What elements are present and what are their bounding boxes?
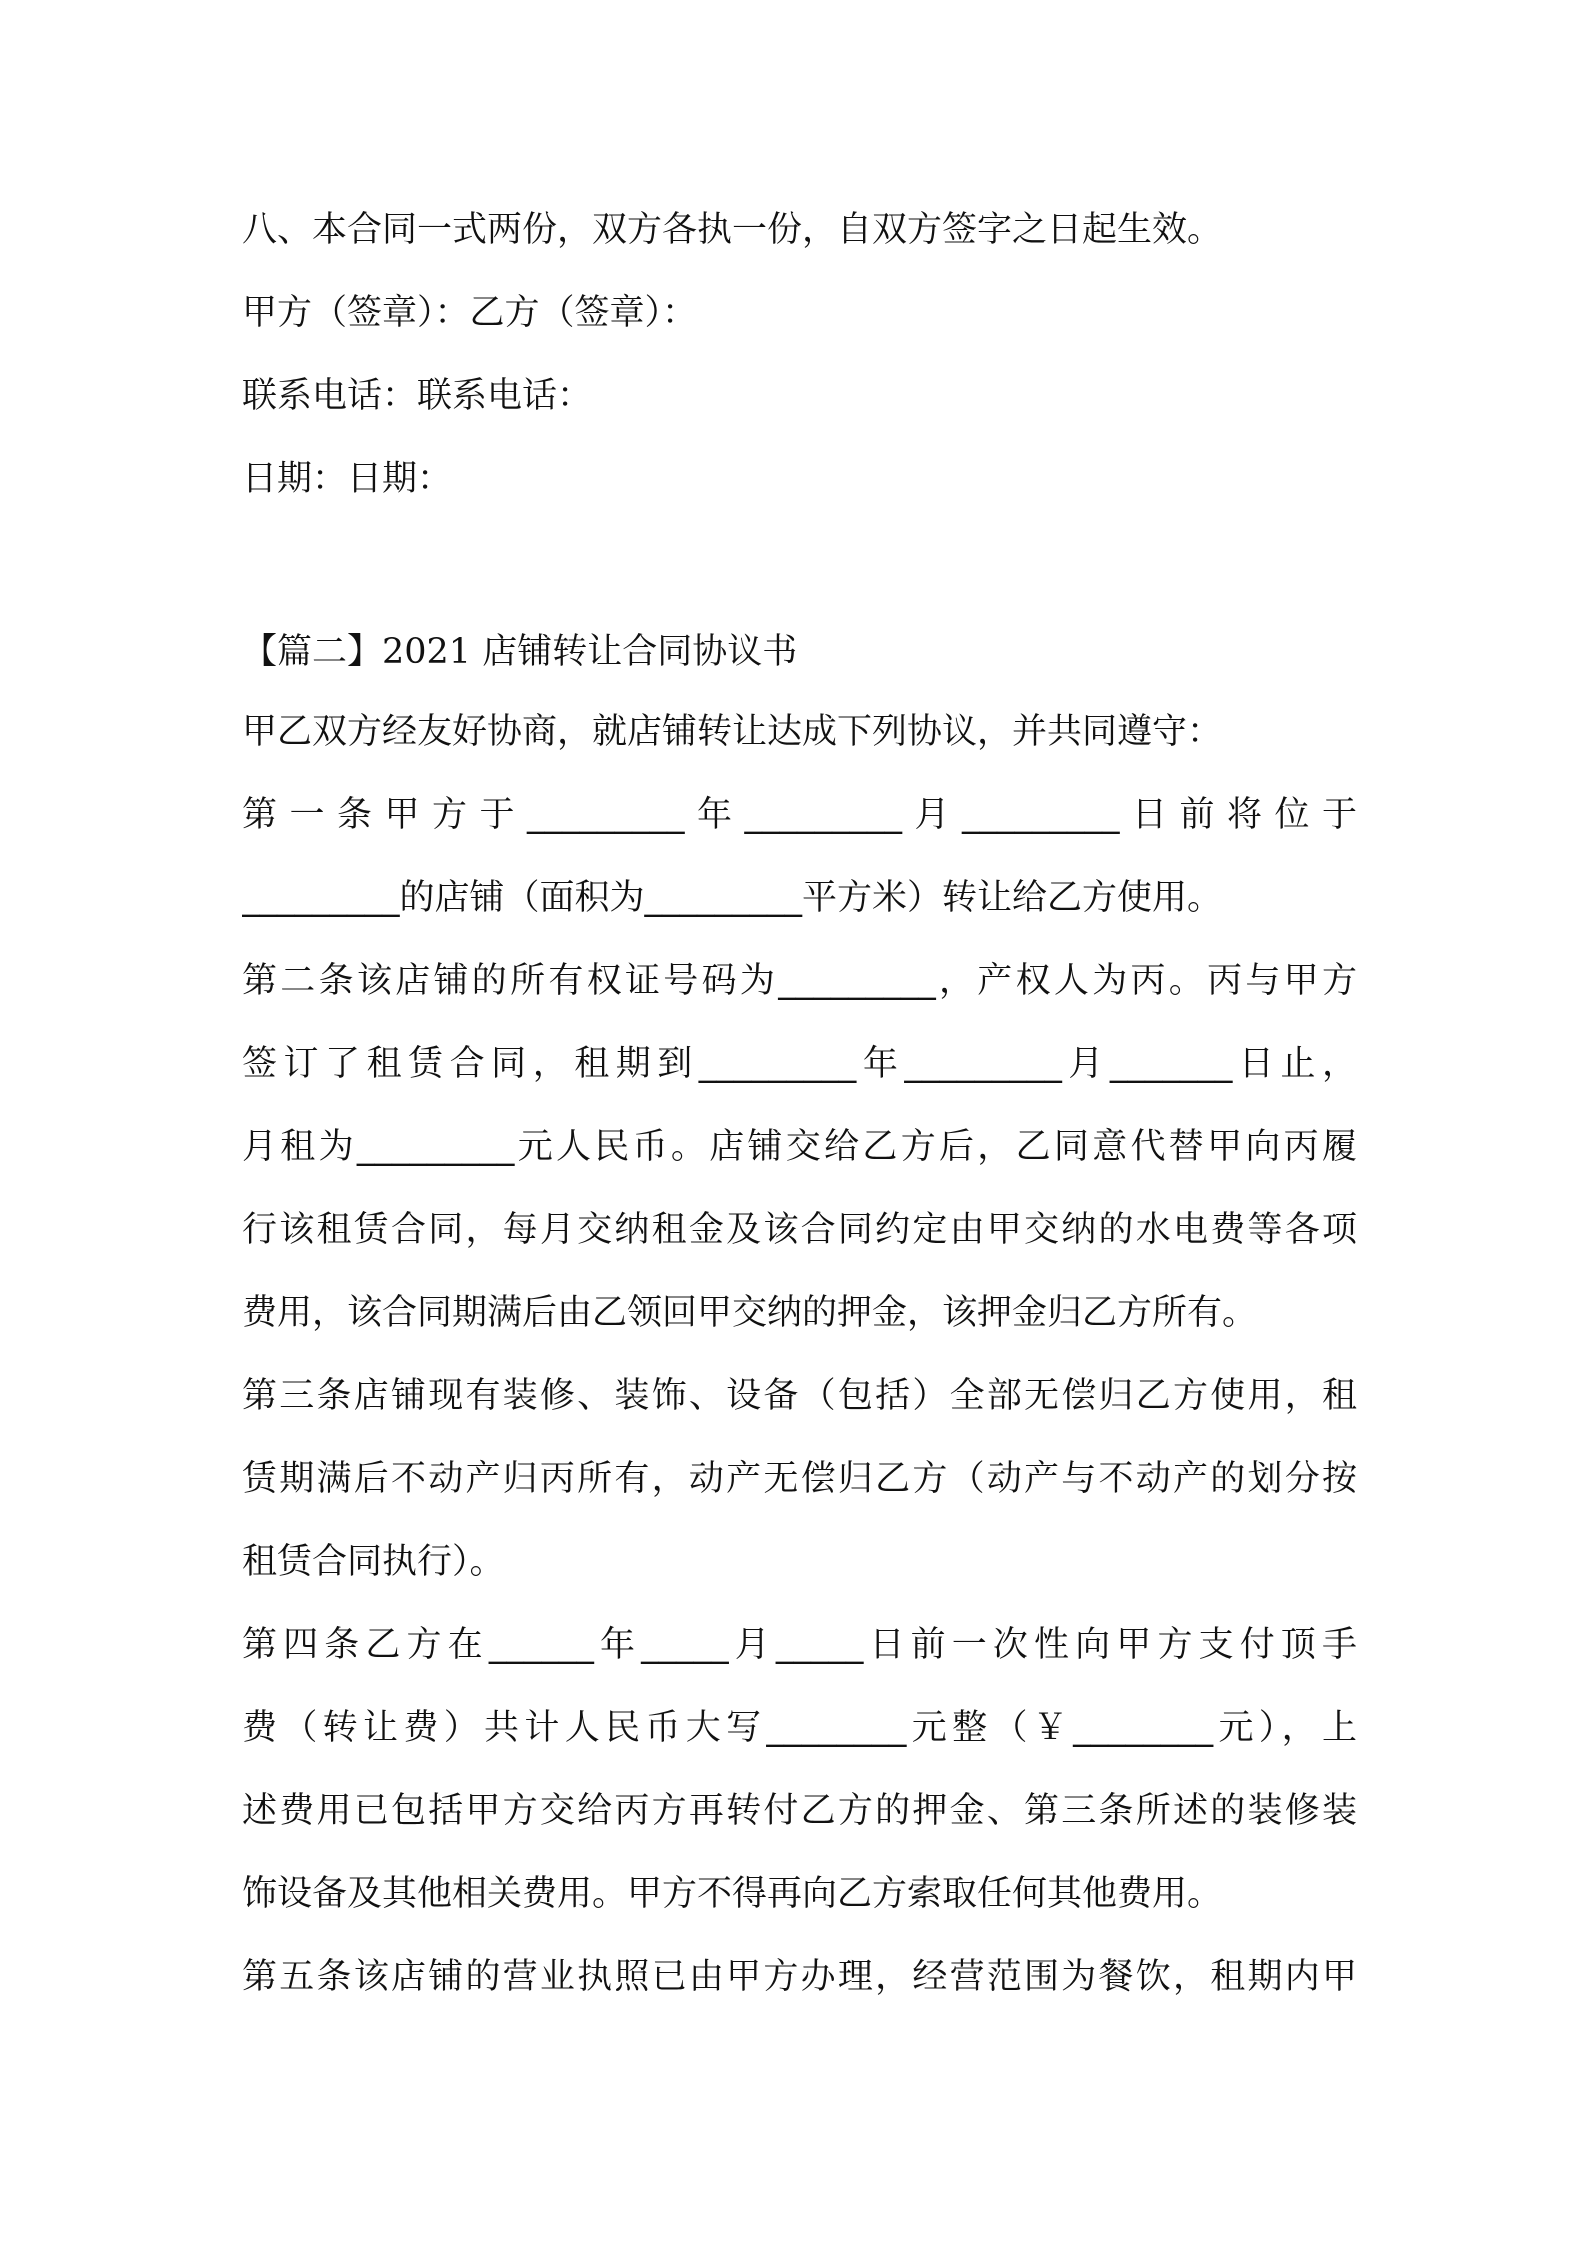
paragraph-line: 甲乙双方经友好协商，就店铺转让达成下列协议，并共同遵守： xyxy=(242,712,1223,752)
paragraph-line: 第三条店铺现有装修、装饰、设备（包括）全部无偿归乙方使用，租 xyxy=(242,1376,1357,1416)
paragraph-line: 月租为_________元人民币。店铺交给乙方后，乙同意代替甲向丙履 xyxy=(242,1127,1357,1167)
paragraph-line: 第四条乙方在______年_____月_____日前一次性向甲方支付顶手 xyxy=(242,1625,1357,1665)
section-heading: 【篇二】2021 店铺转让合同协议书 xyxy=(242,632,798,672)
date-line: 日期：日期： xyxy=(242,459,453,499)
paragraph-line: 赁期满后不动产归丙所有，动产无偿归乙方（动产与不动产的划分按 xyxy=(242,1459,1357,1499)
paragraph-line: 费（转让费）共计人民币大写________元整（￥________元），上 xyxy=(242,1708,1357,1748)
paragraph-line: 费用，该合同期满后由乙领回甲交纳的押金，该押金归乙方所有。 xyxy=(242,1293,1258,1333)
paragraph-line: 签订了租赁合同，租期到_________年_________月_______日止， xyxy=(242,1044,1357,1084)
signature-line: 甲方（签章）：乙方（签章）： xyxy=(242,293,698,333)
clause-eight: 八、本合同一式两份，双方各执一份，自双方签字之日起生效。 xyxy=(242,210,1223,250)
contact-phone-line: 联系电话：联系电话： xyxy=(242,376,593,416)
paragraph-line: 第二条该店铺的所有权证号码为_________，产权人为丙。丙与甲方 xyxy=(242,961,1357,1001)
paragraph-line: 第五条该店铺的营业执照已由甲方办理，经营范围为餐饮，租期内甲 xyxy=(242,1957,1357,1997)
paragraph-line: 第一条甲方于_________年_________月_________日前将位于 xyxy=(242,795,1357,835)
paragraph-line: 饰设备及其他相关费用。甲方不得再向乙方索取任何其他费用。 xyxy=(242,1874,1223,1914)
paragraph-line: 租赁合同执行）。 xyxy=(242,1542,505,1582)
paragraph-line: 行该租赁合同，每月交纳租金及该合同约定由甲交纳的水电费等各项 xyxy=(242,1210,1357,1250)
paragraph-line: 述费用已包括甲方交给丙方再转付乙方的押金、第三条所述的装修装 xyxy=(242,1791,1357,1831)
paragraph-line: _________的店铺（面积为_________平方米）转让给乙方使用。 xyxy=(242,878,1223,918)
